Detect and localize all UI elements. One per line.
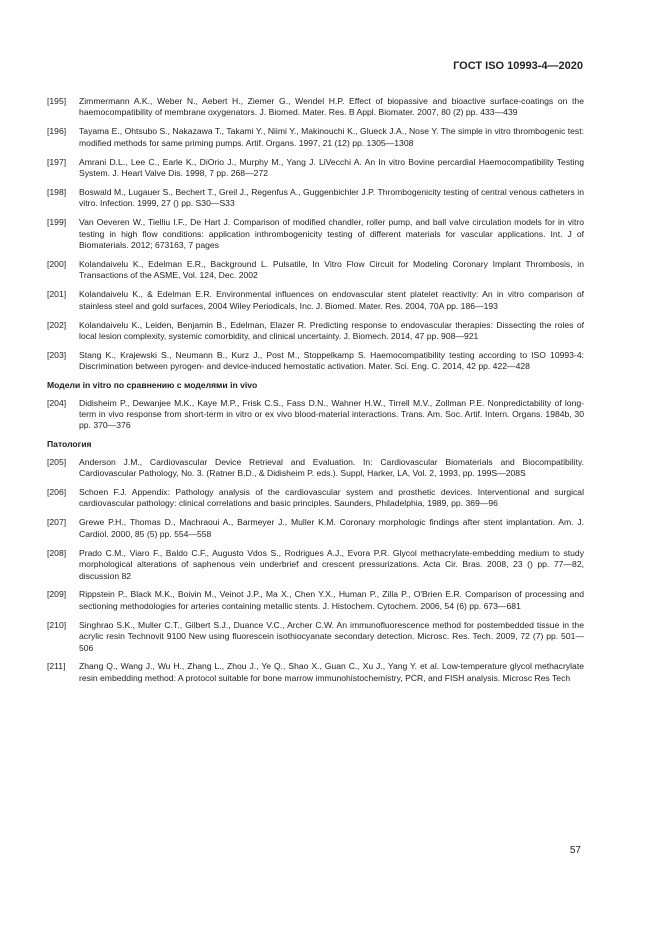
reference-entry	[47, 217, 584, 251]
reference-number: [208]	[47, 547, 67, 558]
reference-entry	[47, 398, 584, 432]
reference-entry	[47, 187, 584, 210]
reference-entry	[47, 259, 584, 282]
reference-number: [199]	[47, 217, 67, 228]
reference-text: Prado C.M., Viaro F., Baldo C.F., Augusto Vdos S., Rodrigues A.J., Evora P.R. Glycol methacrylate-embedding medium to study morphological alterations of saphenous vein underbrief and crescent pressurizations. Acta Cir. Bras. 2008, 23 () pp. 77—82, discussion 82	[79, 547, 584, 581]
reference-text: Tayama E., Ohtsubo S., Nakazawa T., Takami Y., Niimi Y., Makinouchi K., Glueck J.A., Nose Y. The simple in vitro thrombogenic test: modified methods for same priming pumps. Artif. Organs. 1997, 21 (12) pp. 1305—1308	[79, 126, 584, 148]
reference-number: [205]	[47, 456, 67, 467]
reference-number: [195]	[47, 96, 67, 106]
reference-entry	[47, 157, 584, 180]
reference-text: Stang K., Krajewski S., Neumann B., Kurz J., Post M., Stoppelkamp S. Haemocompatibility testing according to ISO 10993-4: Discrimination between pyrogen- and device-induced hemostatic activation. Mater. Sci. Eng. C. 2014, 42 pp. 422—428	[79, 349, 584, 372]
reference-number: [203]	[47, 349, 67, 360]
reference-text: Kolandaivelu K., Edelman E.R., Background L. Pulsatile, In Vitro Flow Circuit for Modeling Coronary Implant Thrombosis, in Transactions of the ASME, Vol. 124, Dec. 2002	[79, 258, 584, 281]
reference-text: Schoen F.J. Appendix: Pathology analysis of the cardiovascular system and prosthetic devices. Interventional and surgical cardiovascular pathology: clinical correlations and basic principles. Saunders, Philadelphia, 1989, pp. 369—96	[79, 487, 584, 509]
reference-text: Boswald M., Lugauer S., Bechert T., Greil J., Regenfus A., Guggenbichler J.P. Thrombogenicity testing of central venous catheters in vitro. Infection. 1999, 27 () pp. S30—S33	[79, 186, 584, 209]
reference-text: Didisheim P., Dewanjee M.K., Kaye M.P., Frisk C.S., Fass D.N., Wahner H.W., Tirrell M.V., Zollman P.E. Nonpredictability of long-term in vivo response from short-term in vitro or ex vivo blood-material interactions. Trans. Am. Soc. Artif. Intern. Organs. 1984b, 30 pp. 370—376	[79, 397, 584, 431]
section-heading-models: Модели in vitro по сравнению с моделями in vivo	[47, 380, 258, 391]
reference-number: [196]	[47, 126, 67, 137]
reference-text: Rippstein P., Black M.K., Boivin M., Veinot J.P., Ma X., Chen Y.X., Human P., Zilla P., O'Brien E.R. Comparison of processing and sectioning methodologies for arteries containing metallic stents. J. Histochem. Cytochem. 2006, 54 (6) pp. 673—681	[79, 589, 584, 611]
reference-entry	[47, 487, 584, 510]
reference-number: [202]	[47, 319, 67, 330]
reference-text: Van Oeveren W., Tielliu I.F., De Hart J. Comparison of modified chandler, roller pump, and ball valve circulation models for in vitro testing in high flow conditions: application inthrombogenicity testing of different materials for vascular applications. Int. J of Biomaterials. 2012; 673163, 7 pages	[79, 217, 584, 251]
reference-entry	[47, 548, 584, 582]
page-number: 57	[569, 845, 581, 856]
reference-number: [204]	[47, 397, 67, 408]
reference-group	[47, 398, 584, 432]
reference-group	[47, 457, 584, 685]
reference-number: [198]	[47, 186, 67, 197]
reference-text: Anderson J.M., Cardiovascular Device Retrieval and Evaluation. In: Cardiovascular Biomaterials and Biocompatibility. Cardiovascular Pathology, No. 3. (Ratner B.D., & Didisheim P. eds.). Suppl, Harker, LA, Vol. 2, 1993, pp. 199S—208S	[79, 456, 584, 479]
reference-number: [197]	[47, 156, 67, 167]
reference-entry	[47, 126, 584, 149]
reference-text: Amrani D.L., Lee C., Earle K., DiOrio J., Murphy M., Yang J. LiVecchi A. An In vitro Bovine percardial Haemocompatibility Testing System. J. Heart Valve Dis. 1998, 7 pp. 268—272	[79, 156, 584, 179]
reference-entry	[47, 289, 584, 312]
document-id: ГОСТ ISO 10993-4—2020	[453, 60, 583, 72]
reference-list	[47, 96, 584, 692]
section-heading-pathology: Патология	[47, 439, 92, 450]
reference-text: Zimmermann A.K., Weber N., Aebert H., Ziemer G., Wendel H.P. Effect of biopassive and bioactive surface-coatings on the haemocompatibility of membrane oxygenators. J. Biomed. Mater. Res. B Appl. Biomater. 2007, 80 (2) pp. 433—439	[79, 96, 584, 118]
reference-number: [201]	[47, 289, 67, 300]
reference-number: [210]	[47, 619, 67, 630]
reference-text: Kolandaivelu K., & Edelman E.R. Environmental influences on endovascular stent platelet reactivity: An in vitro comparison of stainless steel and gold surfaces, 2004 Wiley Periodicals, Inc. J. Biomed. Mater. Res. 2004, 70A pp. 186—193	[79, 289, 584, 311]
reference-text: Grewe P.H., Thomas D., Machraoui A., Barmeyer J., Muller K.M. Coronary morphologic findings after stent implantation. Am. J. Cardiol. 2000, 85 (5) pp. 554—558	[79, 517, 584, 539]
reference-entry	[47, 350, 584, 373]
reference-entry	[47, 589, 584, 612]
reference-entry	[47, 661, 584, 684]
reference-text: Kolandaivelu K., Leiden, Benjamin B., Edelman, Elazer R. Predicting response to endovascular therapies: Dissecting the roles of local lesion complexity, systemic comorbidity, and clinical uncertainty. J. Biomech. 2014, 47 pp. 908—921	[79, 319, 584, 341]
reference-number: [207]	[47, 517, 67, 528]
reference-group	[47, 96, 584, 373]
reference-entry	[47, 96, 584, 119]
reference-number: [200]	[47, 258, 67, 269]
reference-entry	[47, 517, 584, 540]
reference-number: [206]	[47, 487, 67, 498]
reference-entry	[47, 620, 584, 654]
reference-number: [211]	[47, 661, 66, 672]
reference-text: Singhrao S.K., Muller C.T., Gilbert S.J., Duance V.C., Archer C.W. An immunofluorescence method for postembedded tissue in the acrylic resin Technovit 9100 New using fluorescein isothiocyanate secondary detection. Microsc. Res. Tech. 2009, 72 (7) pp. 501—506	[79, 619, 584, 653]
reference-entry	[47, 457, 584, 480]
reference-entry	[47, 320, 584, 343]
reference-number: [209]	[47, 589, 67, 600]
reference-text: Zhang Q., Wang J., Wu H., Zhang L., Zhou J., Ye Q., Shao X., Guan C., Xu J., Yang Y. et al. Low-temperature glycol methacrylate resin embedding method: A protocol suitable for bone marrow immunohistochemistry, PCR, and FISH analysis. Microsc Res Tech	[79, 661, 584, 683]
